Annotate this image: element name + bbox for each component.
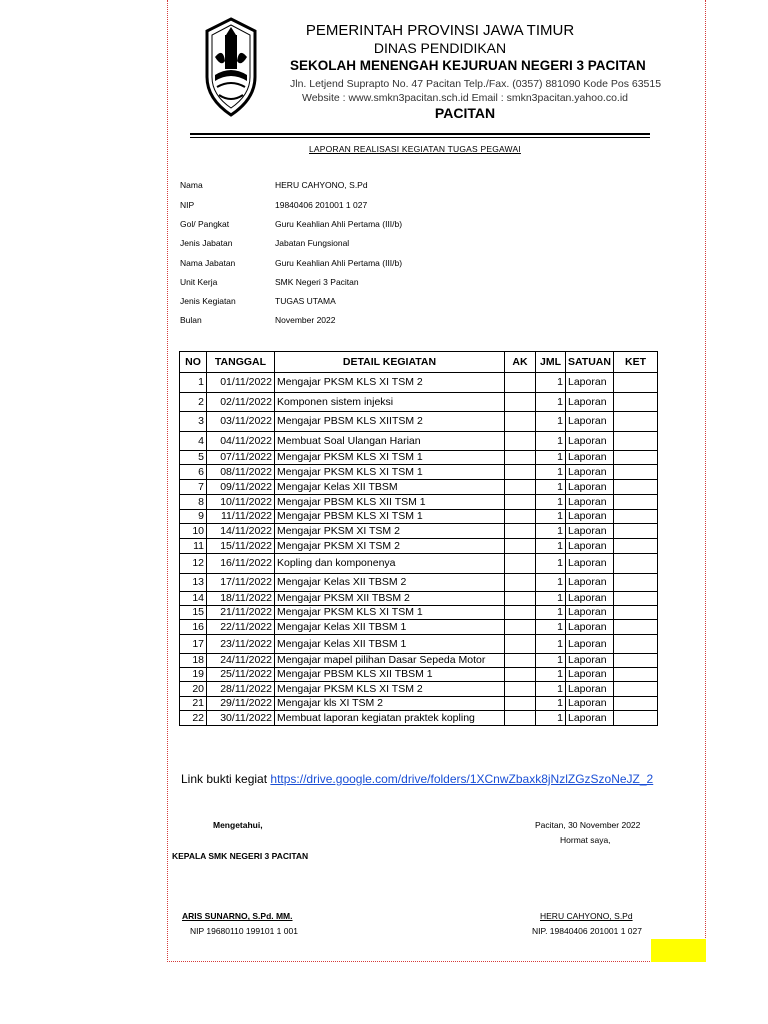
cell-date: 14/11/2022 <box>207 524 275 539</box>
cell-detail: Mengajar PKSM KLS XI TSM 1 <box>275 465 505 480</box>
cell-no: 11 <box>180 539 207 554</box>
cell-satuan: Laporan <box>566 393 614 412</box>
table-row <box>180 480 658 495</box>
cell-detail: Membuat laporan kegiatan praktek kopling <box>275 711 505 726</box>
cell-ket <box>613 510 657 524</box>
cell-ket <box>613 574 657 592</box>
highlight-cell <box>651 939 706 962</box>
cell-detail: Komponen sistem injeksi <box>275 393 505 412</box>
cell-no: 21 <box>180 697 207 711</box>
cell-jml: 1 <box>536 592 566 606</box>
cell-ak <box>505 697 536 711</box>
cell-ket <box>613 697 657 711</box>
table-row <box>180 554 658 574</box>
cell-jml: 1 <box>536 668 566 682</box>
letterhead-department: DINAS PENDIDIKAN <box>373 40 507 56</box>
cell-no: 2 <box>180 393 207 412</box>
evidence-link-label: Link bukti kegiat <box>181 772 268 786</box>
cell-detail: Mengajar PKSM KLS XI TSM 2 <box>275 682 505 697</box>
cell-ak <box>505 465 536 480</box>
cell-no: 13 <box>180 574 207 592</box>
cell-ak <box>505 373 536 393</box>
table-row <box>180 574 658 592</box>
cell-satuan: Laporan <box>566 524 614 539</box>
cell-no: 18 <box>180 654 207 668</box>
info-row-nama-jabatan <box>180 258 480 272</box>
cell-detail: Mengajar Kelas XII TBSM 2 <box>275 574 505 592</box>
cell-detail: Mengajar mapel pilihan Dasar Sepeda Motor <box>275 654 505 668</box>
cell-date: 23/11/2022 <box>207 635 275 654</box>
cell-date: 11/11/2022 <box>207 510 275 524</box>
info-value: SMK Negeri 3 Pacitan <box>275 277 359 287</box>
table-row <box>180 373 658 393</box>
table-row <box>180 635 658 654</box>
letterhead-city: PACITAN <box>434 105 496 121</box>
cell-date: 09/11/2022 <box>207 480 275 495</box>
cell-jml: 1 <box>536 524 566 539</box>
cell-no: 8 <box>180 495 207 510</box>
cell-ket <box>613 668 657 682</box>
cell-date: 28/11/2022 <box>207 682 275 697</box>
cell-ak <box>505 480 536 495</box>
cell-ket <box>613 412 657 432</box>
cell-date: 10/11/2022 <box>207 495 275 510</box>
report-title: LAPORAN REALISASI KEGIATAN TUGAS PEGAWAI <box>309 144 521 154</box>
cell-jml: 1 <box>536 682 566 697</box>
cell-ak <box>505 510 536 524</box>
signature-right-nip: NIP. 19840406 201001 1 027 <box>532 926 642 936</box>
table-row <box>180 524 658 539</box>
cell-ak <box>505 606 536 620</box>
cell-no: 16 <box>180 620 207 635</box>
cell-ket <box>613 451 657 465</box>
cell-jml: 1 <box>536 510 566 524</box>
cell-no: 9 <box>180 510 207 524</box>
cell-date: 15/11/2022 <box>207 539 275 554</box>
cell-ak <box>505 592 536 606</box>
letterhead-web: Website : www.smkn3pacitan.sch.id Email : smkn3pacitan.yahoo.co.id <box>301 92 629 104</box>
cell-jml: 1 <box>536 606 566 620</box>
cell-date: 22/11/2022 <box>207 620 275 635</box>
cell-jml: 1 <box>536 412 566 432</box>
header-no: NO <box>180 352 207 373</box>
cell-ak <box>505 574 536 592</box>
info-value: November 2022 <box>275 315 336 325</box>
cell-ket <box>613 480 657 495</box>
cell-ket <box>613 539 657 554</box>
header-detail: DETAIL KEGIATAN <box>275 352 505 373</box>
letterhead-address: Jln. Letjend Suprapto No. 47 Pacitan Telp./Fax. (0357) 881090 Kode Pos 63515 <box>290 78 662 90</box>
cell-ak <box>505 711 536 726</box>
cell-detail: Mengajar PBSM KLS XI TSM 1 <box>275 510 505 524</box>
info-label: Nama Jabatan <box>180 258 236 268</box>
cell-jml: 1 <box>536 393 566 412</box>
cell-date: 29/11/2022 <box>207 697 275 711</box>
cell-ak <box>505 432 536 451</box>
cell-ket <box>613 465 657 480</box>
cell-satuan: Laporan <box>566 574 614 592</box>
cell-detail: Mengajar Kelas XII TBSM <box>275 480 505 495</box>
header-jml: JML <box>536 352 566 373</box>
cell-detail: Mengajar kls XI TSM 2 <box>275 697 505 711</box>
cell-detail: Kopling dan komponenya <box>275 554 505 574</box>
table-row <box>180 539 658 554</box>
cell-jml: 1 <box>536 539 566 554</box>
cell-jml: 1 <box>536 711 566 726</box>
cell-no: 6 <box>180 465 207 480</box>
info-row-nama <box>180 180 480 194</box>
table-row <box>180 465 658 480</box>
table-header-row <box>180 352 658 373</box>
cell-date: 25/11/2022 <box>207 668 275 682</box>
info-row-unit-kerja <box>180 277 480 291</box>
cell-no: 4 <box>180 432 207 451</box>
cell-date: 30/11/2022 <box>207 711 275 726</box>
info-value: 19840406 201001 1 027 <box>275 200 368 210</box>
signature-left-nip: NIP 19680110 199101 1 001 <box>190 926 298 936</box>
signature-left-title: KEPALA SMK NEGERI 3 PACITAN <box>172 851 309 861</box>
info-label: NIP <box>180 200 195 210</box>
cell-ak <box>505 668 536 682</box>
cell-jml: 1 <box>536 373 566 393</box>
cell-date: 04/11/2022 <box>207 432 275 451</box>
info-row-golongan <box>180 219 480 233</box>
cell-satuan: Laporan <box>566 635 614 654</box>
cell-date: 02/11/2022 <box>207 393 275 412</box>
cell-detail: Mengajar PKSM XII TBSM 2 <box>275 592 505 606</box>
cell-satuan: Laporan <box>566 554 614 574</box>
cell-ket <box>613 432 657 451</box>
cell-ak <box>505 451 536 465</box>
cell-jml: 1 <box>536 465 566 480</box>
cell-detail: Membuat Soal Ulangan Harian <box>275 432 505 451</box>
cell-satuan: Laporan <box>566 654 614 668</box>
cell-ket <box>613 554 657 574</box>
info-label: Bulan <box>180 315 202 325</box>
cell-detail: Mengajar Kelas XII TBSM 1 <box>275 635 505 654</box>
letterhead-rule-thick <box>190 133 650 135</box>
cell-ak <box>505 554 536 574</box>
cell-satuan: Laporan <box>566 373 614 393</box>
cell-no: 20 <box>180 682 207 697</box>
cell-satuan: Laporan <box>566 465 614 480</box>
cell-ket <box>613 620 657 635</box>
letterhead-government: PEMERINTAH PROVINSI JAWA TIMUR <box>305 22 575 39</box>
cell-no: 19 <box>180 668 207 682</box>
table-row <box>180 451 658 465</box>
cell-detail: Mengajar PKSM KLS XI TSM 1 <box>275 451 505 465</box>
cell-satuan: Laporan <box>566 711 614 726</box>
cell-ak <box>505 635 536 654</box>
cell-jml: 1 <box>536 697 566 711</box>
cell-date: 03/11/2022 <box>207 412 275 432</box>
cell-detail: Mengajar Kelas XII TBSM 1 <box>275 620 505 635</box>
info-value: Guru Keahlian Ahli Pertama (III/b) <box>275 219 403 229</box>
cell-no: 10 <box>180 524 207 539</box>
table-row <box>180 654 658 668</box>
table-body <box>180 373 658 726</box>
cell-jml: 1 <box>536 635 566 654</box>
cell-ket <box>613 495 657 510</box>
cell-date: 07/11/2022 <box>207 451 275 465</box>
table-row <box>180 432 658 451</box>
cell-satuan: Laporan <box>566 432 614 451</box>
cell-detail: Mengajar PKSM XI TSM 2 <box>275 539 505 554</box>
cell-ket <box>613 711 657 726</box>
letterhead-rule-thin <box>190 137 650 138</box>
cell-ak <box>505 412 536 432</box>
cell-jml: 1 <box>536 480 566 495</box>
cell-no: 14 <box>180 592 207 606</box>
cell-detail: Mengajar PBSM KLS XIITSM 2 <box>275 412 505 432</box>
cell-date: 18/11/2022 <box>207 592 275 606</box>
table-row <box>180 606 658 620</box>
info-row-nip <box>180 200 480 214</box>
cell-ak <box>505 539 536 554</box>
cell-ket <box>613 682 657 697</box>
cell-no: 1 <box>180 373 207 393</box>
signature-left-name: ARIS SUNARNO, S.Pd. MM. <box>182 911 293 921</box>
cell-date: 17/11/2022 <box>207 574 275 592</box>
info-label: Nama <box>180 180 203 190</box>
cell-ak <box>505 524 536 539</box>
cell-detail: Mengajar PKSM KLS XI TSM 2 <box>275 373 505 393</box>
table-row <box>180 711 658 726</box>
cell-jml: 1 <box>536 495 566 510</box>
cell-no: 5 <box>180 451 207 465</box>
cell-date: 01/11/2022 <box>207 373 275 393</box>
evidence-link[interactable]: https://drive.google.com/drive/folders/1XCnwZbaxk8jNzlZGzSzoNeJZ_2 <box>270 772 654 786</box>
table-row <box>180 592 658 606</box>
table-row <box>180 682 658 697</box>
province-emblem-logo <box>203 17 259 117</box>
cell-no: 17 <box>180 635 207 654</box>
cell-jml: 1 <box>536 654 566 668</box>
cell-satuan: Laporan <box>566 668 614 682</box>
info-label: Jenis Kegiatan <box>180 296 236 306</box>
cell-detail: Mengajar PBSM KLS XII TSM 1 <box>275 495 505 510</box>
cell-no: 12 <box>180 554 207 574</box>
info-row-jenis-kegiatan <box>180 296 480 310</box>
cell-ket <box>613 373 657 393</box>
cell-ak <box>505 620 536 635</box>
cell-satuan: Laporan <box>566 412 614 432</box>
cell-date: 16/11/2022 <box>207 554 275 574</box>
cell-ket <box>613 606 657 620</box>
info-label: Unit Kerja <box>180 277 218 287</box>
cell-satuan: Laporan <box>566 480 614 495</box>
cell-no: 22 <box>180 711 207 726</box>
info-value: Jabatan Fungsional <box>275 238 350 248</box>
cell-ket <box>613 635 657 654</box>
evidence-link-row <box>181 772 653 786</box>
cell-satuan: Laporan <box>566 606 614 620</box>
cell-ket <box>613 654 657 668</box>
cell-no: 3 <box>180 412 207 432</box>
cell-ak <box>505 393 536 412</box>
cell-ak <box>505 654 536 668</box>
table-row <box>180 412 658 432</box>
cell-ket <box>613 393 657 412</box>
table-row <box>180 393 658 412</box>
info-row-jenis-jabatan <box>180 238 480 252</box>
info-value: Guru Keahlian Ahli Pertama (III/b) <box>275 258 403 268</box>
cell-date: 08/11/2022 <box>207 465 275 480</box>
header-tanggal: TANGGAL <box>207 352 275 373</box>
activity-table <box>179 351 658 726</box>
cell-ket <box>613 524 657 539</box>
cell-ak <box>505 495 536 510</box>
header-satuan: SATUAN <box>566 352 614 373</box>
cell-satuan: Laporan <box>566 620 614 635</box>
cell-detail: Mengajar PKSM KLS XI TSM 1 <box>275 606 505 620</box>
cell-satuan: Laporan <box>566 495 614 510</box>
cell-jml: 1 <box>536 620 566 635</box>
signature-right-intro: Hormat saya, <box>560 835 611 845</box>
cell-no: 7 <box>180 480 207 495</box>
cell-jml: 1 <box>536 432 566 451</box>
cell-satuan: Laporan <box>566 510 614 524</box>
info-value: HERU CAHYONO, S.Pd <box>275 180 368 190</box>
cell-satuan: Laporan <box>566 592 614 606</box>
header-ket: KET <box>613 352 657 373</box>
table-row <box>180 495 658 510</box>
cell-jml: 1 <box>536 574 566 592</box>
cell-satuan: Laporan <box>566 539 614 554</box>
signature-right-name: HERU CAHYONO, S.Pd <box>540 911 633 921</box>
cell-date: 21/11/2022 <box>207 606 275 620</box>
letterhead-school: SEKOLAH MENENGAH KEJURUAN NEGERI 3 PACITAN <box>290 58 646 73</box>
table-row <box>180 697 658 711</box>
info-row-bulan <box>180 315 480 329</box>
cell-detail: Mengajar PBSM KLS XII TBSM 1 <box>275 668 505 682</box>
cell-satuan: Laporan <box>566 682 614 697</box>
cell-satuan: Laporan <box>566 451 614 465</box>
info-value: TUGAS UTAMA <box>275 296 336 306</box>
signature-right-place-date: Pacitan, 30 November 2022 <box>535 820 641 830</box>
cell-no: 15 <box>180 606 207 620</box>
cell-jml: 1 <box>536 554 566 574</box>
signature-left-intro: Mengetahui, <box>213 820 263 830</box>
info-label: Jenis Jabatan <box>180 238 233 248</box>
cell-satuan: Laporan <box>566 697 614 711</box>
cell-jml: 1 <box>536 451 566 465</box>
table-row <box>180 510 658 524</box>
table-row <box>180 668 658 682</box>
cell-date: 24/11/2022 <box>207 654 275 668</box>
table-row <box>180 620 658 635</box>
cell-detail: Mengajar PKSM XI TSM 2 <box>275 524 505 539</box>
info-label: Gol/ Pangkat <box>180 219 230 229</box>
cell-ak <box>505 682 536 697</box>
header-ak: AK <box>505 352 536 373</box>
cell-ket <box>613 592 657 606</box>
